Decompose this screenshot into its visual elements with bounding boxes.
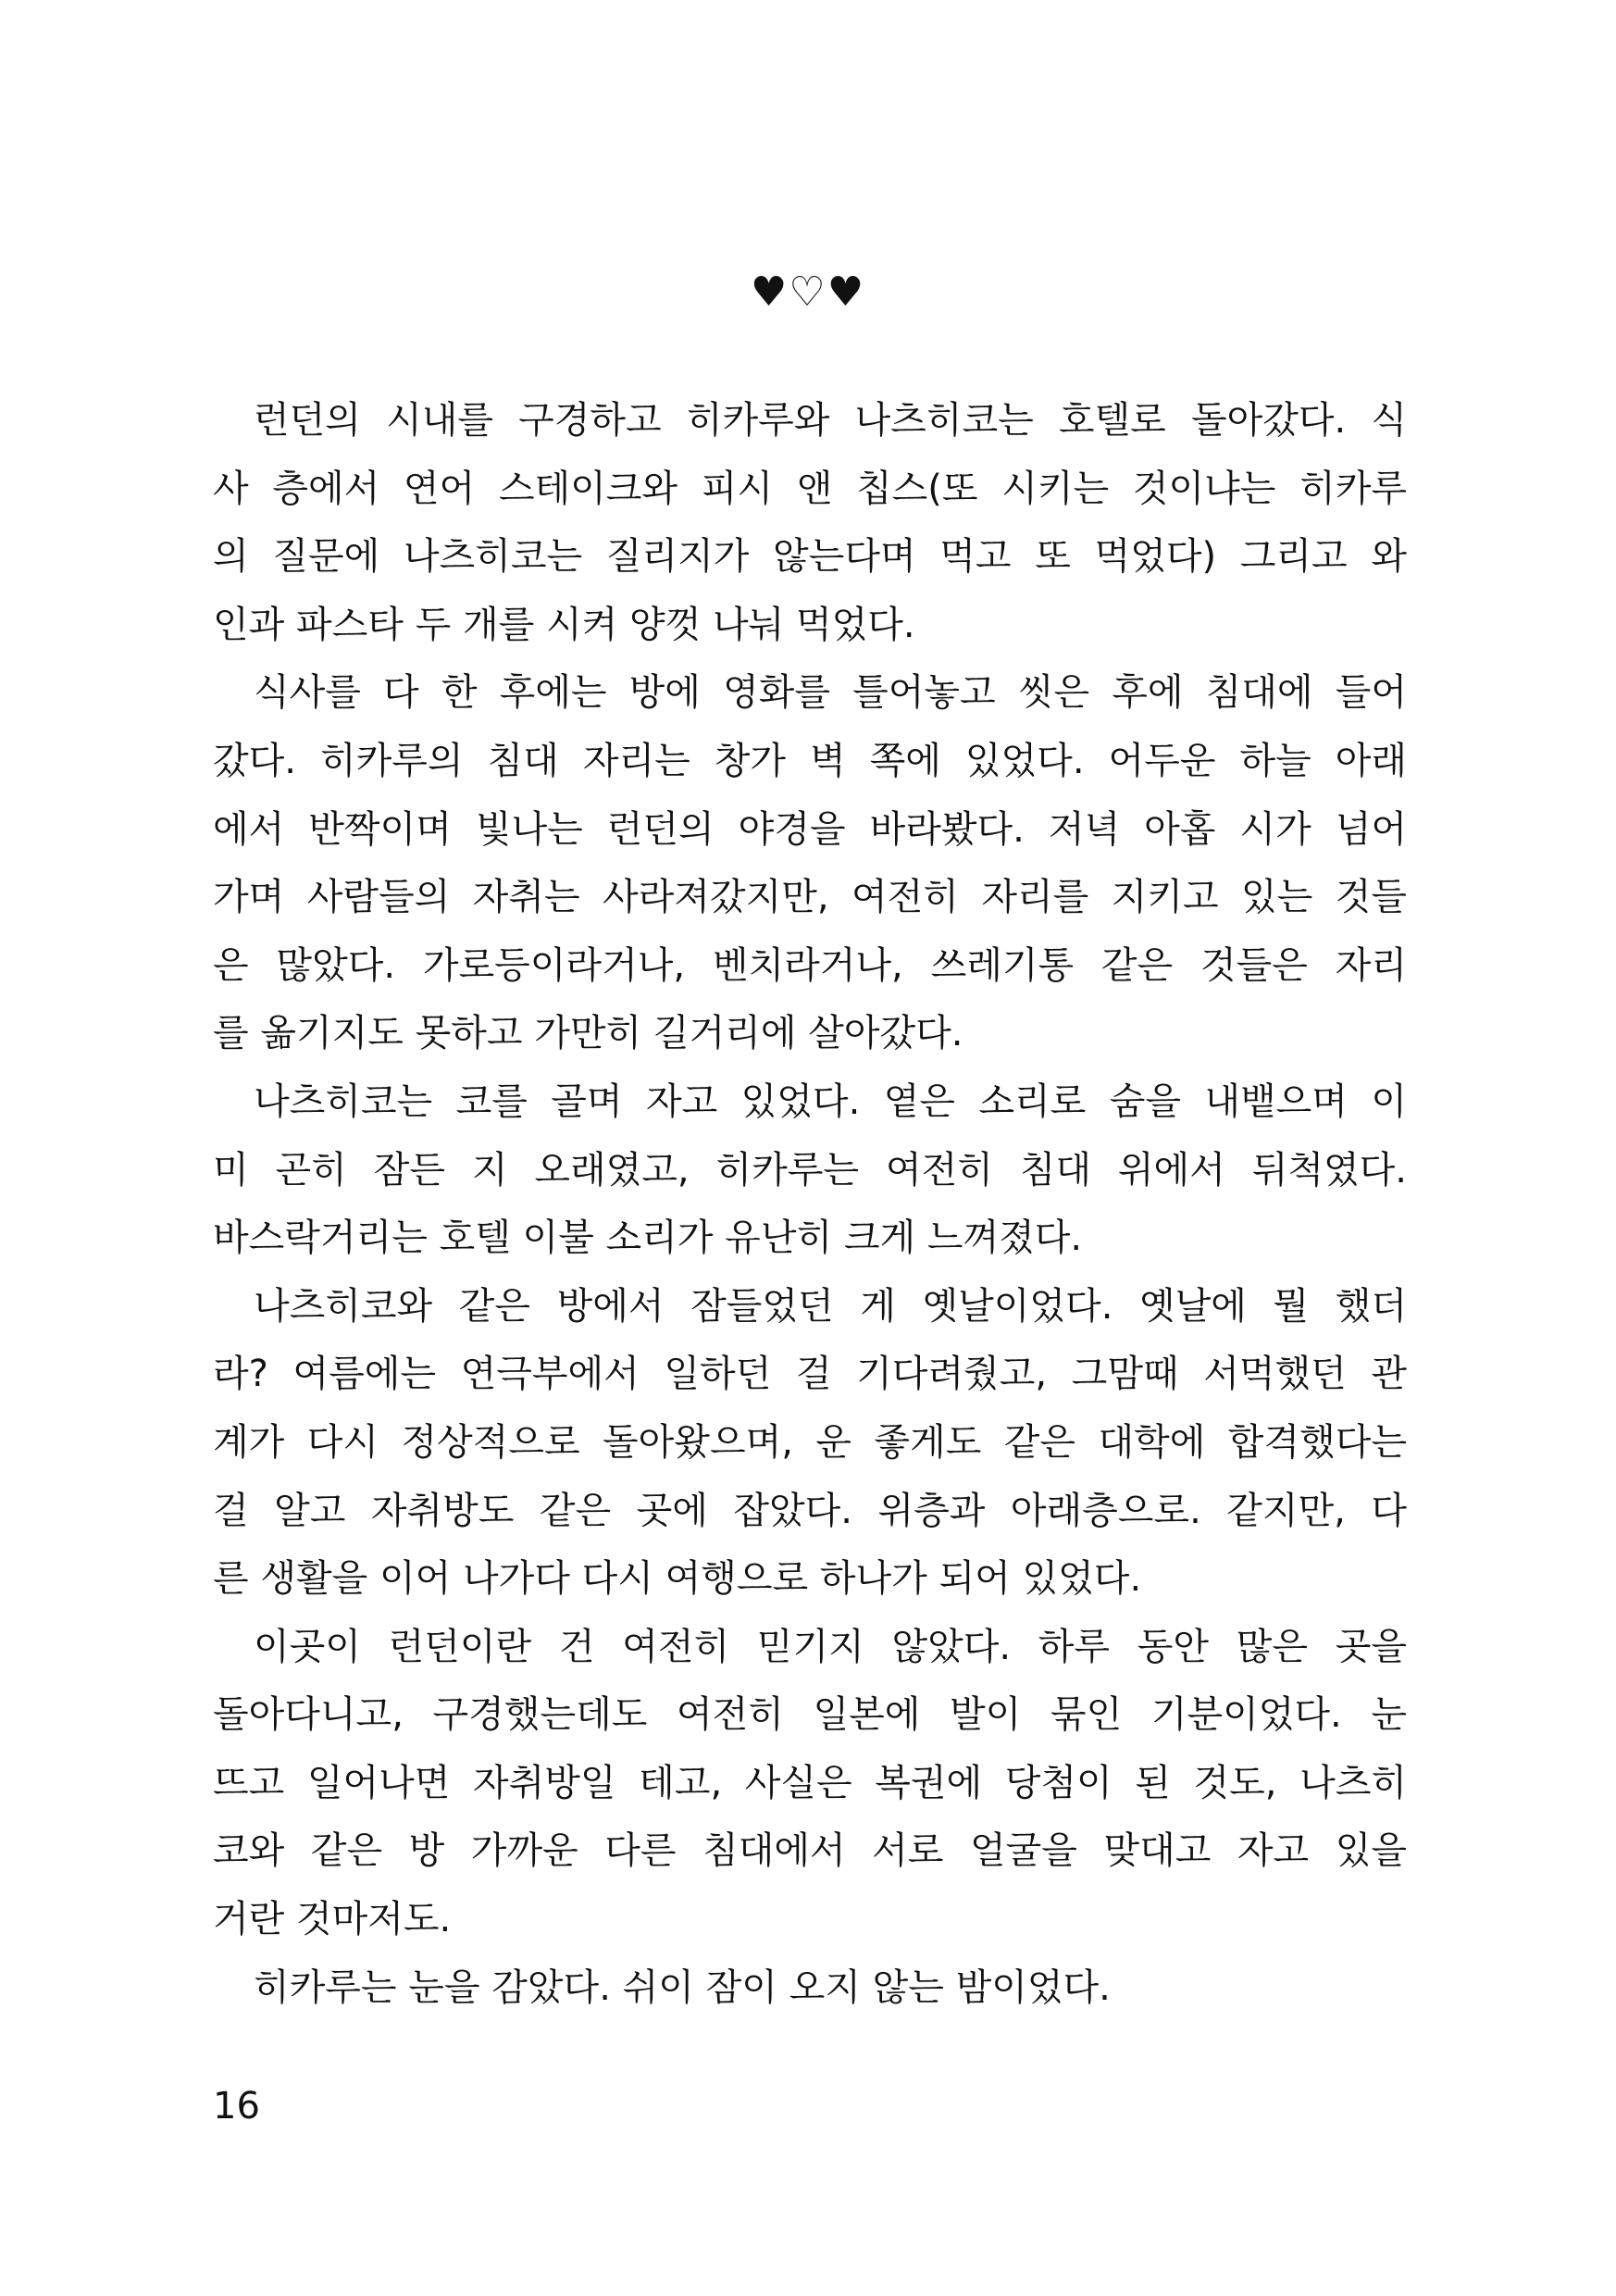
section-divider-hearts: ♥♡♥ (750, 268, 866, 316)
text-line: 가며 사람들의 자취는 사라져갔지만, 여전히 자리를 지키고 있는 것들 (213, 876, 1407, 919)
text-line: 에서 반짝이며 빛나는 런던의 야경을 바라봤다. 저녁 아홉 시가 넘어 (213, 807, 1407, 851)
text-line: 나츠히코와 같은 방에서 잠들었던 게 옛날이었다. 옛날에 뭘 했더 (254, 1284, 1407, 1328)
text-line: 이곳이 런던이란 건 여전히 믿기지 않았다. 하루 동안 많은 곳을 (254, 1625, 1407, 1668)
text-line: 인과 파스타 두 개를 시켜 양껏 나눠 먹었다. (213, 603, 915, 646)
text-line: 사 층에서 연어 스테이크와 피시 앤 칩스(또 시키는 것이냐는 히카루 (213, 467, 1407, 510)
body-text (213, 387, 1407, 2022)
text-line: 를 옮기지도 못하고 가만히 길거리에 살아갔다. (213, 1012, 963, 1055)
text-line: 식사를 다 한 후에는 방에 영화를 틀어놓고 씻은 후에 침대에 들어 (254, 671, 1407, 715)
text-line: 갔다. 히카루의 침대 자리는 창가 벽 쪽에 있었다. 어두운 하늘 아래 (213, 739, 1407, 782)
text-line: 의 질문에 나츠히코는 질리지가 않는다며 먹고 또 먹었다) 그리고 와 (213, 535, 1407, 579)
text-line: 뜨고 일어나면 자취방일 테고, 사실은 복권에 당첨이 된 것도, 나츠히 (213, 1761, 1407, 1804)
text-line: 런던의 시내를 구경하고 히카루와 나츠히코는 호텔로 돌아갔다. 식 (254, 399, 1407, 442)
paragraph-3 (213, 1068, 1407, 1273)
text-line: 은 많았다. 가로등이라거나, 벤치라거나, 쓰레기통 같은 것들은 자리 (213, 943, 1407, 987)
text-line: 미 곤히 잠든 지 오래였고, 히카루는 여전히 침대 위에서 뒤척였다. (213, 1148, 1407, 1192)
paragraph-2 (213, 659, 1407, 1068)
text-line: 계가 다시 정상적으로 돌아왔으며, 운 좋게도 같은 대학에 합격했다는 (213, 1420, 1407, 1464)
text-line: 른 생활을 이어 나가다 다시 여행으로 하나가 되어 있었다. (213, 1557, 1142, 1601)
text-line: 바스락거리는 호텔 이불 소리가 유난히 크게 느껴졌다. (213, 1217, 1083, 1260)
paragraph-6 (213, 1954, 1407, 2023)
text-line: 라? 여름에는 연극부에서 일하던 걸 기다려줬고, 그맘때 서먹했던 관 (213, 1353, 1407, 1396)
text-line: 걸 알고 자취방도 같은 곳에 잡았다. 위층과 아래층으로. 같지만, 다 (213, 1489, 1407, 1532)
paragraph-1 (213, 387, 1407, 659)
text-line: 돌아다니고, 구경했는데도 여전히 일본에 발이 묶인 기분이었다. 눈 (213, 1693, 1407, 1737)
text-line: 나츠히코는 코를 골며 자고 있었다. 옅은 소리로 숨을 내뱉으며 이 (254, 1079, 1407, 1123)
text-line: 거란 것마저도. (213, 1898, 452, 1941)
paragraph-5 (213, 1614, 1407, 1954)
text-line: 코와 같은 방 가까운 다른 침대에서 서로 얼굴을 맞대고 자고 있을 (213, 1829, 1407, 1873)
page-number: 16 (213, 2085, 260, 2128)
paragraph-4 (213, 1273, 1407, 1614)
text-line: 히카루는 눈을 감았다. 쉬이 잠이 오지 않는 밤이었다. (254, 1965, 1111, 2009)
